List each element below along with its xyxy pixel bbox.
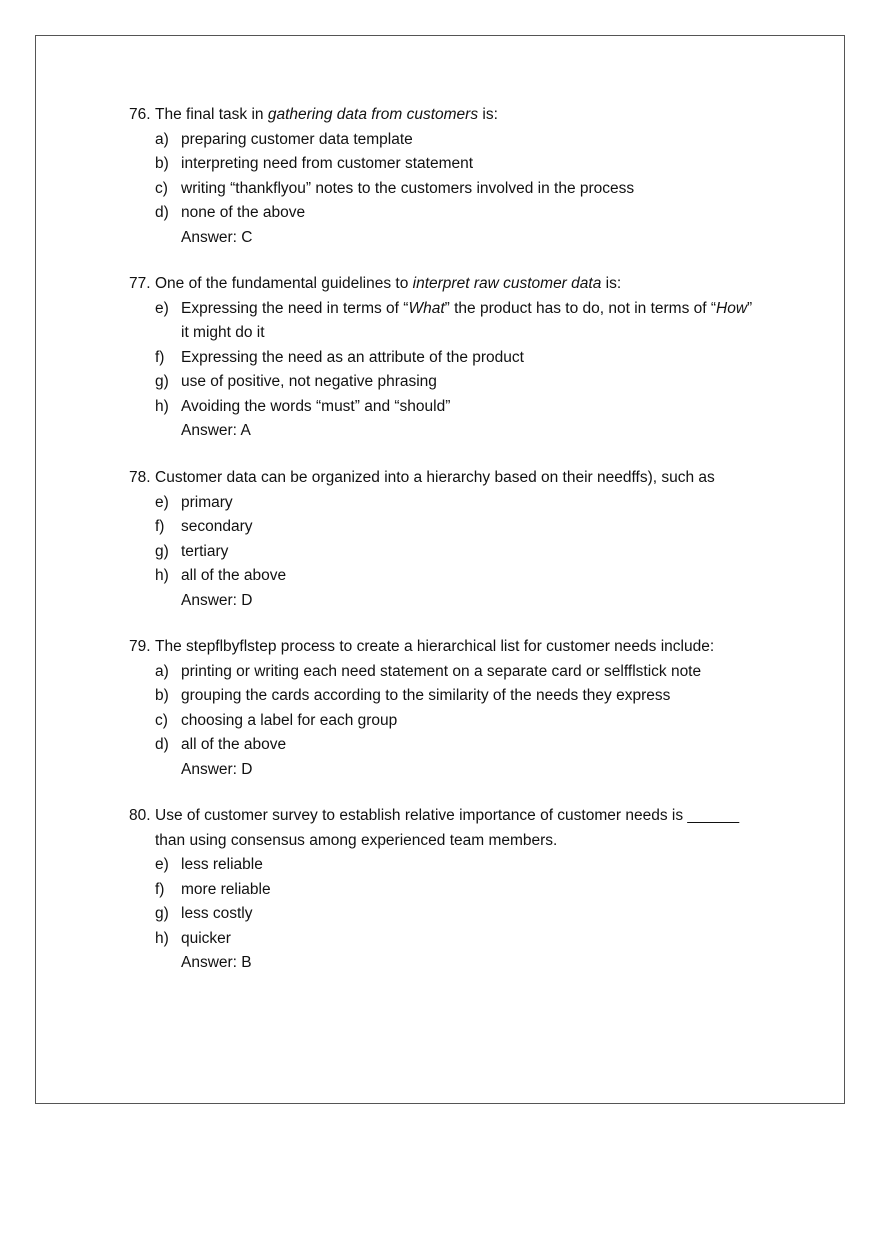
option bbox=[129, 370, 769, 395]
question-number: 76. bbox=[129, 106, 151, 123]
option-text: quicker bbox=[181, 929, 231, 947]
option-letter: h) bbox=[155, 929, 169, 947]
option-text: all of the above bbox=[181, 567, 287, 584]
option bbox=[129, 491, 769, 516]
option-letter: e) bbox=[155, 856, 169, 873]
question-number: 80. bbox=[129, 807, 151, 824]
option bbox=[129, 346, 769, 371]
option-letter: f) bbox=[155, 348, 165, 366]
question-stem: 79. The stepflbyflstep process to create a hierarchical list for customer needs include: bbox=[129, 635, 769, 660]
option bbox=[129, 128, 769, 153]
option-letter: g) bbox=[155, 542, 169, 560]
option-letter: b) bbox=[155, 155, 169, 172]
option-text: preparing customer data template bbox=[181, 130, 413, 148]
option-letter: b) bbox=[155, 687, 169, 704]
option-text: more reliable bbox=[181, 880, 271, 898]
option: e) Expressing the need in terms of “What” the product has to do, not in terms of “How” it might do it bbox=[129, 297, 756, 346]
option-text: all of the above bbox=[181, 736, 287, 753]
option-text: Avoiding the words “must” and “should” bbox=[181, 397, 451, 415]
question-79 bbox=[129, 635, 769, 782]
option bbox=[129, 540, 769, 565]
question-76 bbox=[129, 103, 769, 250]
option-letter: g) bbox=[155, 373, 169, 390]
option-text: grouping the cards according to the similarity of the needs they express bbox=[181, 687, 671, 704]
option-text: printing or writing each need statement on a separate card or selfflstick note bbox=[181, 662, 702, 680]
option-text: none of the above bbox=[181, 204, 306, 221]
option-letter: e) bbox=[155, 493, 169, 511]
option bbox=[129, 709, 769, 734]
question-number: 78. bbox=[129, 469, 151, 486]
option bbox=[129, 201, 769, 226]
option-letter: g) bbox=[155, 905, 169, 922]
question-stem: 77. One of the fundamental guidelines to interpret raw customer data is: bbox=[129, 272, 769, 297]
question-stem: 80. Use of customer survey to establish relative importance of customer needs is ______ than using consensus among experienced team members. bbox=[129, 804, 759, 853]
option-text: choosing a label for each group bbox=[181, 711, 398, 729]
option bbox=[129, 927, 759, 952]
option-text: tertiary bbox=[181, 542, 229, 560]
option-letter: f) bbox=[155, 518, 165, 535]
answer: Answer: A bbox=[181, 422, 251, 439]
option bbox=[129, 152, 769, 177]
option bbox=[129, 853, 759, 878]
option-letter: c) bbox=[155, 179, 168, 197]
question-stem: 78. Customer data can be organized into a hierarchy based on their needffs), such as bbox=[129, 466, 769, 491]
option bbox=[129, 395, 769, 420]
option bbox=[129, 177, 769, 202]
option-text: use of positive, not negative phrasing bbox=[181, 373, 437, 390]
option-letter: f) bbox=[155, 880, 165, 898]
option-text: Expressing the need as an attribute of the product bbox=[181, 348, 524, 366]
option-text: less reliable bbox=[181, 856, 263, 873]
option-letter: d) bbox=[155, 204, 169, 221]
answer: Answer: D bbox=[181, 760, 253, 778]
option-text: less costly bbox=[181, 905, 253, 922]
answer: Answer: D bbox=[181, 591, 253, 609]
question-number: 79. bbox=[129, 638, 151, 655]
option-text: interpreting need from customer statement bbox=[181, 155, 474, 172]
option bbox=[129, 733, 769, 758]
option-text: secondary bbox=[181, 518, 253, 535]
option-letter: h) bbox=[155, 397, 169, 415]
question-stem: 76. The final task in gathering data from customers is: bbox=[129, 103, 769, 128]
answer: Answer: C bbox=[181, 228, 253, 246]
question-80 bbox=[129, 804, 759, 976]
question-78 bbox=[129, 466, 769, 613]
question-number: 77. bbox=[129, 275, 151, 292]
option-letter: d) bbox=[155, 736, 169, 753]
option bbox=[129, 684, 769, 709]
option-text: primary bbox=[181, 493, 233, 511]
option-letter: e) bbox=[155, 299, 169, 317]
option bbox=[129, 660, 769, 685]
option bbox=[129, 564, 769, 589]
option-letter: a) bbox=[155, 130, 169, 148]
option-letter: a) bbox=[155, 662, 169, 680]
option-text: writing “thankflyou” notes to the customers involved in the process bbox=[181, 179, 635, 197]
option bbox=[129, 515, 769, 540]
option-letter: h) bbox=[155, 567, 169, 584]
option bbox=[129, 902, 759, 927]
option-letter: c) bbox=[155, 711, 168, 729]
option bbox=[129, 878, 759, 903]
answer: Answer: B bbox=[181, 954, 252, 971]
question-77 bbox=[129, 272, 769, 444]
